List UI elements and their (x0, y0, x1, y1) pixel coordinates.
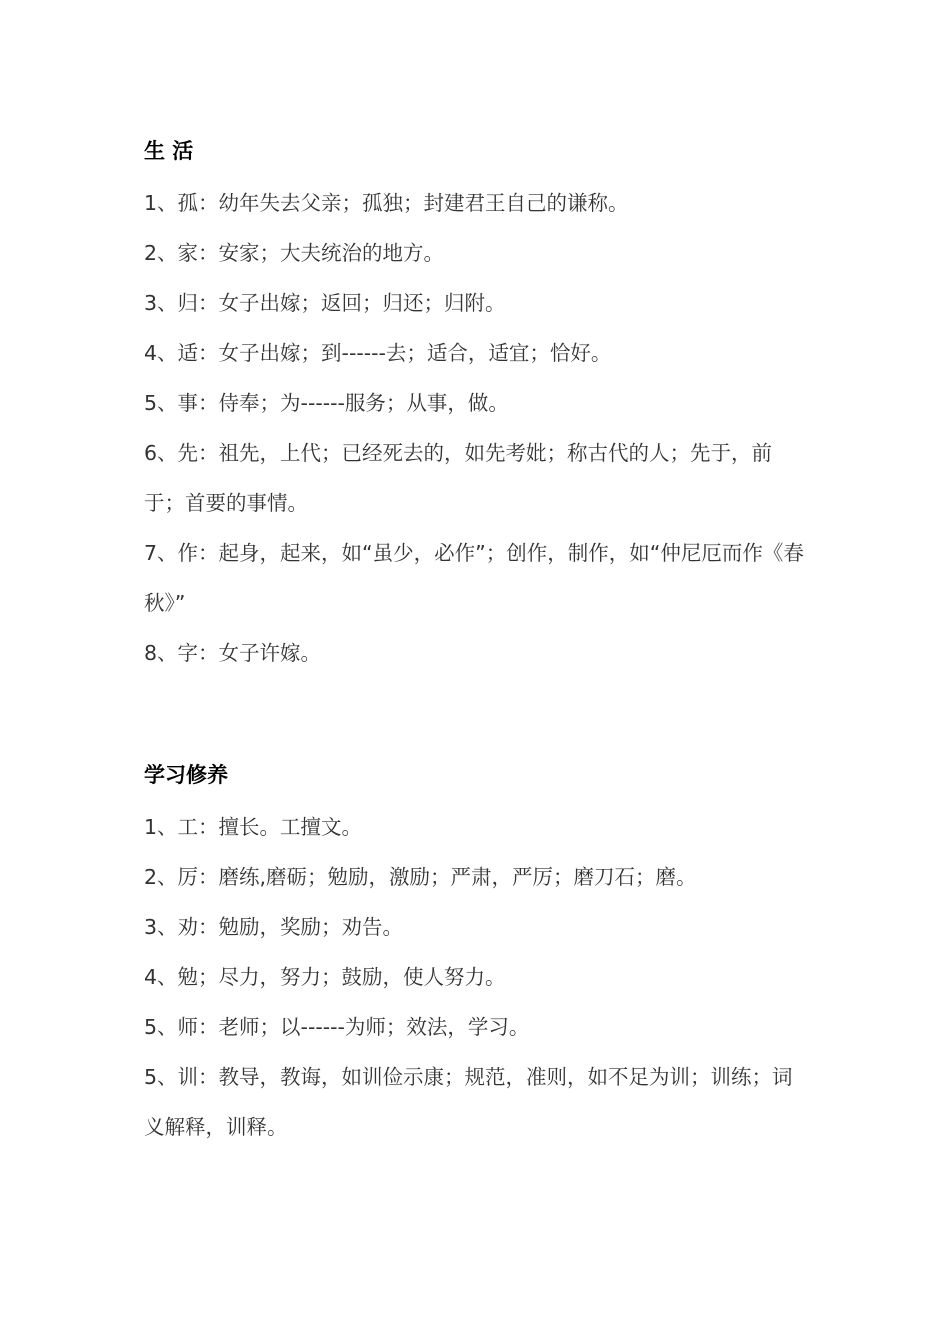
list-item: 4、适：女子出嫁；到------去；适合，适宜；恰好。 (144, 341, 612, 365)
document-page (144, 128, 804, 1152)
list-item: 4、勉；尽力，努力；鼓励，使人努力。 (144, 965, 506, 989)
section-title: 生 活 (144, 139, 194, 163)
list-item: 5、师：老师；以------为师；效法，学习。 (144, 1015, 530, 1039)
list-item: 5、事：侍奉；为------服务；从事，做。 (144, 391, 509, 415)
list-item: 3、归：女子出嫁；返回；归还；归附。 (144, 291, 506, 315)
section-study (144, 752, 804, 1152)
list-item: 6、先：祖先，上代；已经死去的，如先考妣；称古代的人；先于，前于；首要的事情。 (144, 441, 773, 515)
section-spacer (144, 678, 804, 752)
list-item: 8、字：女子许嫁。 (144, 641, 322, 665)
list-item: 1、工：擅长。工擅文。 (144, 815, 363, 839)
section-title: 学习修养 (144, 763, 228, 787)
list-item: 7、作：起身，起来，如“虽少，必作”；创作，制作，如“仲尼厄而作《春秋》” (144, 541, 804, 615)
list-item: 3、劝：勉励，奖励；劝告。 (144, 915, 404, 939)
list-item: 2、厉：磨练,磨砺；勉励，激励；严肃，严厉；磨刀石；磨。 (144, 865, 697, 889)
list-item: 5、训：教导，教诲，如训俭示康；规范，准则，如不足为训；训练；词义解释，训释。 (144, 1065, 793, 1139)
list-item: 2、家：安家；大夫统治的地方。 (144, 241, 445, 265)
list-item: 1、孤：幼年失去父亲；孤独；封建君王自己的谦称。 (144, 191, 629, 215)
section-life (144, 128, 804, 678)
